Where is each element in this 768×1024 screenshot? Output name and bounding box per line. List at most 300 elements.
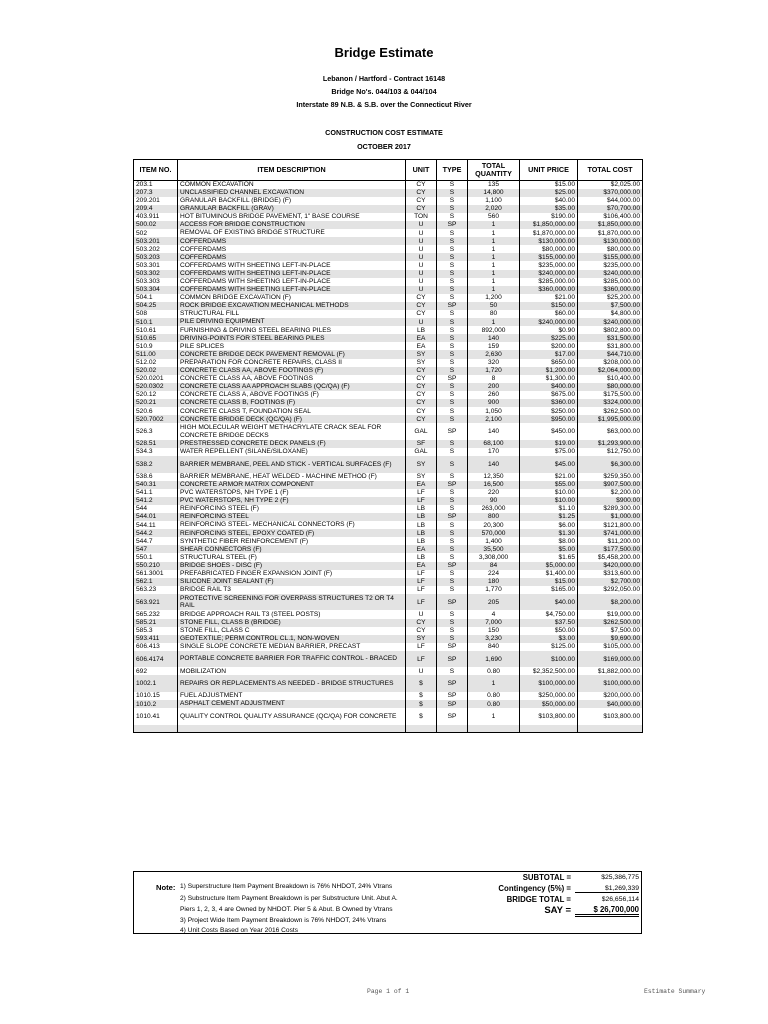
item-description-cell: SILICONE JOINT SEALANT (F) (178, 578, 406, 586)
type-cell: SP (437, 513, 468, 521)
total-cost-cell: $289,300.00 (578, 505, 643, 513)
total-cost-cell: $907,500.00 (578, 481, 643, 489)
type-cell: S (437, 545, 468, 553)
item-description-cell: WATER REPELLENT (SILANE/SILOXANE) (178, 448, 406, 456)
item-number-cell: 585.21 (134, 619, 178, 627)
item-number-cell: 207.3 (134, 189, 178, 197)
total-cost-cell: $9,690.00 (578, 635, 643, 643)
unit-cell: U (406, 229, 437, 237)
unit-cell: LB (406, 505, 437, 513)
table-row (134, 205, 643, 213)
item-number-cell: 504.1 (134, 294, 178, 302)
table-row (134, 229, 643, 237)
total-cost-cell: $900.00 (578, 497, 643, 505)
item-description-cell: BRIDGE RAIL T3 (178, 586, 406, 594)
unit-cell: CY (406, 627, 437, 635)
total-cost-cell: $8,200.00 (578, 594, 643, 611)
column-header: TOTAL COST (578, 160, 643, 181)
unit-price-cell: $103,800.00 (520, 708, 578, 725)
quantity-cell: 8 (468, 375, 520, 383)
total-cost-cell: $7,500.00 (578, 302, 643, 310)
table-row (134, 529, 643, 537)
item-description-cell (178, 725, 406, 733)
type-cell: S (437, 667, 468, 675)
item-number-cell: 510.1 (134, 318, 178, 326)
quantity-cell: 180 (468, 578, 520, 586)
item-description-cell: PVC WATERSTOPS, NH TYPE 2 (F) (178, 497, 406, 505)
item-number-cell: 520.0201 (134, 375, 178, 383)
total-cost-cell: $200,000.00 (578, 692, 643, 700)
unit-cell: CY (406, 181, 437, 189)
quantity-cell: 140 (468, 423, 520, 440)
column-header: UNIT (406, 160, 437, 181)
unit-price-cell: $10.00 (520, 497, 578, 505)
type-cell: S (437, 350, 468, 358)
unit-cell: CY (406, 189, 437, 197)
unit-price-cell: $0.90 (520, 326, 578, 334)
unit-cell: LF (406, 651, 437, 668)
total-cost-cell: $106,400.00 (578, 213, 643, 221)
column-header: ITEM NO. (134, 160, 178, 181)
quantity-cell: 1,200 (468, 294, 520, 302)
unit-cell: U (406, 318, 437, 326)
type-cell: S (437, 286, 468, 294)
item-description-cell: PREPARATION FOR CONCRETE REPAIRS, CLASS II (178, 359, 406, 367)
unit-cell: LF (406, 489, 437, 497)
item-description-cell: GRANULAR BACKFILL (BRIDGE) (F) (178, 197, 406, 205)
total-cost-cell: $130,000.00 (578, 237, 643, 245)
total-cost-cell: $121,800.00 (578, 521, 643, 529)
unit-cell: EA (406, 481, 437, 489)
item-description-cell: STRUCTURAL STEEL (F) (178, 553, 406, 561)
item-description-cell: DRIVING-POINTS FOR STEEL BEARING PILES (178, 334, 406, 342)
table-row (134, 619, 643, 627)
type-cell: S (437, 294, 468, 302)
type-cell: S (437, 189, 468, 197)
type-cell: S (437, 635, 468, 643)
item-number-cell: 510.61 (134, 326, 178, 334)
total-cost-cell: $1,995,000.00 (578, 415, 643, 423)
total-cost-cell: $2,064,000.00 (578, 367, 643, 375)
table-row (134, 651, 643, 668)
quantity-cell: 892,000 (468, 326, 520, 334)
unit-price-cell: $4,750.00 (520, 610, 578, 618)
unit-cell: $ (406, 700, 437, 708)
total-cost-cell: $2,025.00 (578, 181, 643, 189)
item-number-cell: 520.02 (134, 367, 178, 375)
quantity-cell: 1 (468, 237, 520, 245)
table-row (134, 391, 643, 399)
quantity-cell: 159 (468, 342, 520, 350)
type-cell: S (437, 529, 468, 537)
unit-cell: CY (406, 391, 437, 399)
item-number-cell: 544.2 (134, 529, 178, 537)
type-cell: S (437, 181, 468, 189)
type-cell: S (437, 440, 468, 448)
unit-price-cell: $2,352,500.00 (520, 667, 578, 675)
item-description-cell: CONCRETE BRIDGE DECK (QC/QA) (F) (178, 415, 406, 423)
unit-cell: U (406, 667, 437, 675)
table-row (134, 570, 643, 578)
item-number-cell: 550.1 (134, 553, 178, 561)
unit-price-cell: $235,000.00 (520, 261, 578, 269)
type-cell: S (437, 399, 468, 407)
table-row (134, 350, 643, 358)
note-line: 3) Project Wide Item Payment Breakdown is 76% NHDOT, 24% Vtrans (180, 917, 387, 924)
item-description-cell: REINFORCING STEEL, EPOXY COATED (F) (178, 529, 406, 537)
table-row (134, 245, 643, 253)
subtotal-label: SUBTOTAL = (522, 873, 571, 882)
type-cell: SP (437, 692, 468, 700)
unit-price-cell: $8.00 (520, 537, 578, 545)
unit-cell: LF (406, 578, 437, 586)
unit-price-cell: $3.00 (520, 635, 578, 643)
type-cell: S (437, 359, 468, 367)
total-cost-cell: $741,000.00 (578, 529, 643, 537)
item-description-cell: CONCRETE ARMOR MATRIX COMPONENT (178, 481, 406, 489)
item-number-cell: 512.02 (134, 359, 178, 367)
unit-price-cell: $190.00 (520, 213, 578, 221)
unit-price-cell: $60.00 (520, 310, 578, 318)
unit-price-cell: $225.00 (520, 334, 578, 342)
quantity-cell: 260 (468, 391, 520, 399)
item-description-cell: CONCRETE CLASS AA, ABOVE FOOTINGS (F) (178, 367, 406, 375)
unit-cell: LF (406, 586, 437, 594)
total-cost-cell: $1,882,000.00 (578, 667, 643, 675)
item-description-cell: COFFERDAMS WITH SHEETING LEFT-IN-PLACE (178, 261, 406, 269)
quantity-cell: 2,100 (468, 415, 520, 423)
quantity-cell: 1,770 (468, 586, 520, 594)
unit-price-cell: $125.00 (520, 643, 578, 651)
total-cost-cell: $6,300.00 (578, 456, 643, 473)
unit-cell: U (406, 610, 437, 618)
quantity-cell: 1,690 (468, 651, 520, 668)
total-cost-cell: $175,500.00 (578, 391, 643, 399)
item-description-cell: PORTABLE CONCRETE BARRIER FOR TRAFFIC CONTROL - BRACED (178, 651, 406, 668)
total-cost-cell: $155,000.00 (578, 253, 643, 261)
unit-price-cell: $1.30 (520, 529, 578, 537)
quantity-cell: 0.80 (468, 692, 520, 700)
item-number-cell: 403.911 (134, 213, 178, 221)
unit-cell: LB (406, 537, 437, 545)
unit-price-cell: $37.50 (520, 619, 578, 627)
quantity-cell: 1 (468, 270, 520, 278)
type-cell: S (437, 415, 468, 423)
unit-cell: EA (406, 545, 437, 553)
item-number-cell: 563.921 (134, 594, 178, 611)
item-number-cell: 520.21 (134, 399, 178, 407)
quantity-cell: 1 (468, 286, 520, 294)
quantity-cell: 7,000 (468, 619, 520, 627)
table-row (134, 505, 643, 513)
item-number-cell: 504.25 (134, 302, 178, 310)
subtotal-value: $25,386,775 (601, 874, 639, 881)
unit-price-cell: $100.00 (520, 651, 578, 668)
item-number-cell: 503.201 (134, 237, 178, 245)
quantity-cell: 224 (468, 570, 520, 578)
total-cost-cell: $31,500.00 (578, 334, 643, 342)
unit-price-cell: $21.00 (520, 473, 578, 481)
type-cell: S (437, 253, 468, 261)
type-cell: S (437, 229, 468, 237)
unit-cell: LB (406, 553, 437, 561)
total-cost-cell: $313,600.00 (578, 570, 643, 578)
unit-price-cell: $50.00 (520, 627, 578, 635)
type-cell: S (437, 610, 468, 618)
unit-cell: GAL (406, 423, 437, 440)
quantity-cell: 3,230 (468, 635, 520, 643)
total-cost-cell: $2,200.00 (578, 489, 643, 497)
unit-price-cell: $40.00 (520, 197, 578, 205)
type-cell: S (437, 391, 468, 399)
unit-cell: LB (406, 529, 437, 537)
table-row (134, 440, 643, 448)
column-header: TYPE (437, 160, 468, 181)
unit-price-cell: $240,000.00 (520, 318, 578, 326)
quantity-cell: 135 (468, 181, 520, 189)
item-description-cell: REPAIRS OR REPLACEMENTS AS NEEDED - BRIDGE STRUCTURES (178, 675, 406, 692)
item-number-cell: 520.12 (134, 391, 178, 399)
item-number-cell: 508 (134, 310, 178, 318)
item-description-cell: REINFORCING STEEL- MECHANICAL CONNECTORS (F) (178, 521, 406, 529)
type-cell: S (437, 383, 468, 391)
item-number-cell: 503.304 (134, 286, 178, 294)
total-cost-cell: $1,293,900.00 (578, 440, 643, 448)
table-row (134, 189, 643, 197)
unit-cell: $ (406, 692, 437, 700)
item-number-cell: 503.202 (134, 245, 178, 253)
note-line: 2) Substructure Item Payment Breakdown is per Substructure Unit. Abut A. (180, 895, 398, 902)
unit-cell: CY (406, 383, 437, 391)
unit-price-cell: $200.00 (520, 342, 578, 350)
table-row (134, 237, 643, 245)
item-number-cell (134, 725, 178, 733)
unit-cell: U (406, 286, 437, 294)
item-description-cell: STONE FILL, CLASS C (178, 627, 406, 635)
table-row (134, 627, 643, 635)
item-description-cell: BARRIER MEMBRANE, PEEL AND STICK - VERTICAL SURFACES (F) (178, 456, 406, 473)
quantity-cell: 16,500 (468, 481, 520, 489)
total-cost-cell: $802,800.00 (578, 326, 643, 334)
type-cell: S (437, 197, 468, 205)
total-cost-cell: $240,000.00 (578, 270, 643, 278)
unit-price-cell: $1,850,000.00 (520, 221, 578, 229)
item-description-cell: PILE DRIVING EQUIPMENT (178, 318, 406, 326)
unit-price-cell: $50,000.00 (520, 700, 578, 708)
unit-price-cell: $10.00 (520, 489, 578, 497)
type-cell: S (437, 213, 468, 221)
item-number-cell: 520.0302 (134, 383, 178, 391)
unit-price-cell: $1.25 (520, 513, 578, 521)
total-cost-cell: $169,000.00 (578, 651, 643, 668)
type-cell: S (437, 237, 468, 245)
type-cell: SP (437, 708, 468, 725)
item-description-cell: PVC WATERSTOPS, NH TYPE 1 (F) (178, 489, 406, 497)
total-cost-cell: $292,050.00 (578, 586, 643, 594)
item-description-cell: CONCRETE BRIDGE DECK PAVEMENT REMOVAL (F) (178, 350, 406, 358)
column-header: TOTAL QUANTITY (468, 160, 520, 181)
unit-price-cell: $17.00 (520, 350, 578, 358)
table-row (134, 708, 643, 725)
total-cost-cell: $44,000.00 (578, 197, 643, 205)
item-number-cell: 503.303 (134, 278, 178, 286)
item-description-cell: COFFERDAMS WITH SHEETING LEFT-IN-PLACE (178, 278, 406, 286)
total-cost-cell: $44,710.00 (578, 350, 643, 358)
quantity-cell: 140 (468, 334, 520, 342)
item-number-cell: 520.6 (134, 407, 178, 415)
say-value: $ 26,700,000 (575, 905, 639, 917)
item-description-cell: COFFERDAMS WITH SHEETING LEFT-IN-PLACE (178, 286, 406, 294)
total-cost-cell: $63,000.00 (578, 423, 643, 440)
table-row (134, 415, 643, 423)
document-title: Bridge Estimate (334, 45, 434, 60)
unit-price-cell: $250,000.00 (520, 692, 578, 700)
table-row (134, 562, 643, 570)
item-description-cell: PROTECTIVE SCREENING FOR OVERPASS STRUCTURES T2 OR T4 RAIL (178, 594, 406, 611)
quantity-cell: 840 (468, 643, 520, 651)
item-number-cell: 606.4174 (134, 651, 178, 668)
table-row (134, 359, 643, 367)
quantity-cell: 68,100 (468, 440, 520, 448)
item-description-cell: SINGLE SLOPE CONCRETE MEDIAN BARRIER, PRECAST (178, 643, 406, 651)
note-label: Note: (156, 883, 176, 892)
unit-cell: EA (406, 562, 437, 570)
item-number-cell: 692 (134, 667, 178, 675)
unit-cell: SY (406, 350, 437, 358)
unit-cell: LF (406, 594, 437, 611)
quantity-cell: 1,100 (468, 197, 520, 205)
type-cell: S (437, 473, 468, 481)
table-row (134, 692, 643, 700)
type-cell: SP (437, 700, 468, 708)
unit-cell: LB (406, 326, 437, 334)
table-row (134, 586, 643, 594)
unit-price-cell: $21.00 (520, 294, 578, 302)
unit-price-cell: $155,000.00 (520, 253, 578, 261)
type-cell: SP (437, 594, 468, 611)
table-row (134, 497, 643, 505)
unit-price-cell: $360,000.00 (520, 286, 578, 294)
quantity-cell: 205 (468, 594, 520, 611)
type-cell: SP (437, 481, 468, 489)
unit-cell: LF (406, 497, 437, 505)
type-cell: S (437, 326, 468, 334)
unit-price-cell: $240,000.00 (520, 270, 578, 278)
item-description-cell: REINFORCING STEEL (178, 513, 406, 521)
item-number-cell: 503.203 (134, 253, 178, 261)
unit-price-cell: $6.00 (520, 521, 578, 529)
item-description-cell: CONCRETE CLASS B, FOOTINGS (F) (178, 399, 406, 407)
type-cell: SP (437, 302, 468, 310)
unit-cell: CY (406, 415, 437, 423)
contingency-value: $1,269,339 (575, 885, 639, 893)
total-cost-cell: $262,500.00 (578, 619, 643, 627)
unit-price-cell: $650.00 (520, 359, 578, 367)
type-cell (437, 725, 468, 733)
type-cell: S (437, 245, 468, 253)
column-header: ITEM DESCRIPTION (178, 160, 406, 181)
quantity-cell: 1 (468, 245, 520, 253)
table-row (134, 270, 643, 278)
table-row (134, 675, 643, 692)
type-cell: S (437, 578, 468, 586)
quantity-cell: 0.80 (468, 700, 520, 708)
notes-totals-box (133, 871, 642, 934)
total-cost-cell: $12,750.00 (578, 448, 643, 456)
type-cell: SP (437, 562, 468, 570)
total-cost-cell: $208,000.00 (578, 359, 643, 367)
type-cell: S (437, 489, 468, 497)
item-description-cell: ACCESS FOR BRIDGE CONSTRUCTION (178, 221, 406, 229)
total-cost-cell (578, 725, 643, 733)
quantity-cell: 20,300 (468, 521, 520, 529)
item-number-cell: 544.01 (134, 513, 178, 521)
item-description-cell: REINFORCING STEEL (F) (178, 505, 406, 513)
item-number-cell: 510.9 (134, 342, 178, 350)
item-number-cell: 541.2 (134, 497, 178, 505)
item-number-cell: 544.7 (134, 537, 178, 545)
unit-price-cell: $250.00 (520, 407, 578, 415)
unit-cell: SF (406, 440, 437, 448)
quantity-cell: 1,400 (468, 537, 520, 545)
quantity-cell: 900 (468, 399, 520, 407)
item-description-cell: STONE FILL, CLASS B (BRIDGE) (178, 619, 406, 627)
item-description-cell: COFFERDAMS (178, 245, 406, 253)
table-row (134, 578, 643, 586)
unit-cell: U (406, 237, 437, 245)
table-row (134, 383, 643, 391)
say-label: SAY = (544, 905, 571, 916)
type-cell: SP (437, 221, 468, 229)
note-line: Piers 1, 2, 3, 4 are Owned by NHDOT. Pier 5 & Abut. B Owned by Vtrans (180, 906, 393, 913)
table-row (134, 181, 643, 189)
total-cost-cell: $10,400.00 (578, 375, 643, 383)
item-number-cell: 550.210 (134, 562, 178, 570)
unit-price-cell: $285,000.00 (520, 278, 578, 286)
quantity-cell: 2,020 (468, 205, 520, 213)
quantity-cell: 14,800 (468, 189, 520, 197)
quantity-cell: 1,720 (468, 367, 520, 375)
unit-price-cell: $19.00 (520, 440, 578, 448)
quantity-cell: 1 (468, 675, 520, 692)
quantity-cell: 1 (468, 708, 520, 725)
table-row (134, 700, 643, 708)
estimate-date: OCTOBER 2017 (357, 142, 411, 151)
unit-cell: CY (406, 294, 437, 302)
item-description-cell: GRANULAR BACKFILL (GRAV) (178, 205, 406, 213)
item-number-cell: 528.51 (134, 440, 178, 448)
unit-price-cell: $1.10 (520, 505, 578, 513)
unit-cell: EA (406, 342, 437, 350)
item-description-cell: COMMON EXCAVATION (178, 181, 406, 189)
unit-cell: CY (406, 310, 437, 318)
item-number-cell: 209.4 (134, 205, 178, 213)
total-cost-cell: $2,700.00 (578, 578, 643, 586)
unit-cell: CY (406, 197, 437, 205)
type-cell: S (437, 505, 468, 513)
quantity-cell: 800 (468, 513, 520, 521)
unit-cell: U (406, 221, 437, 229)
table-row (134, 448, 643, 456)
quantity-cell: 50 (468, 302, 520, 310)
table-row (134, 367, 643, 375)
item-number-cell: 547 (134, 545, 178, 553)
unit-price-cell: $1,300.00 (520, 375, 578, 383)
table-row (134, 481, 643, 489)
quantity-cell: 320 (468, 359, 520, 367)
quantity-cell: 4 (468, 610, 520, 618)
item-description-cell: PILE SPLICES (178, 342, 406, 350)
